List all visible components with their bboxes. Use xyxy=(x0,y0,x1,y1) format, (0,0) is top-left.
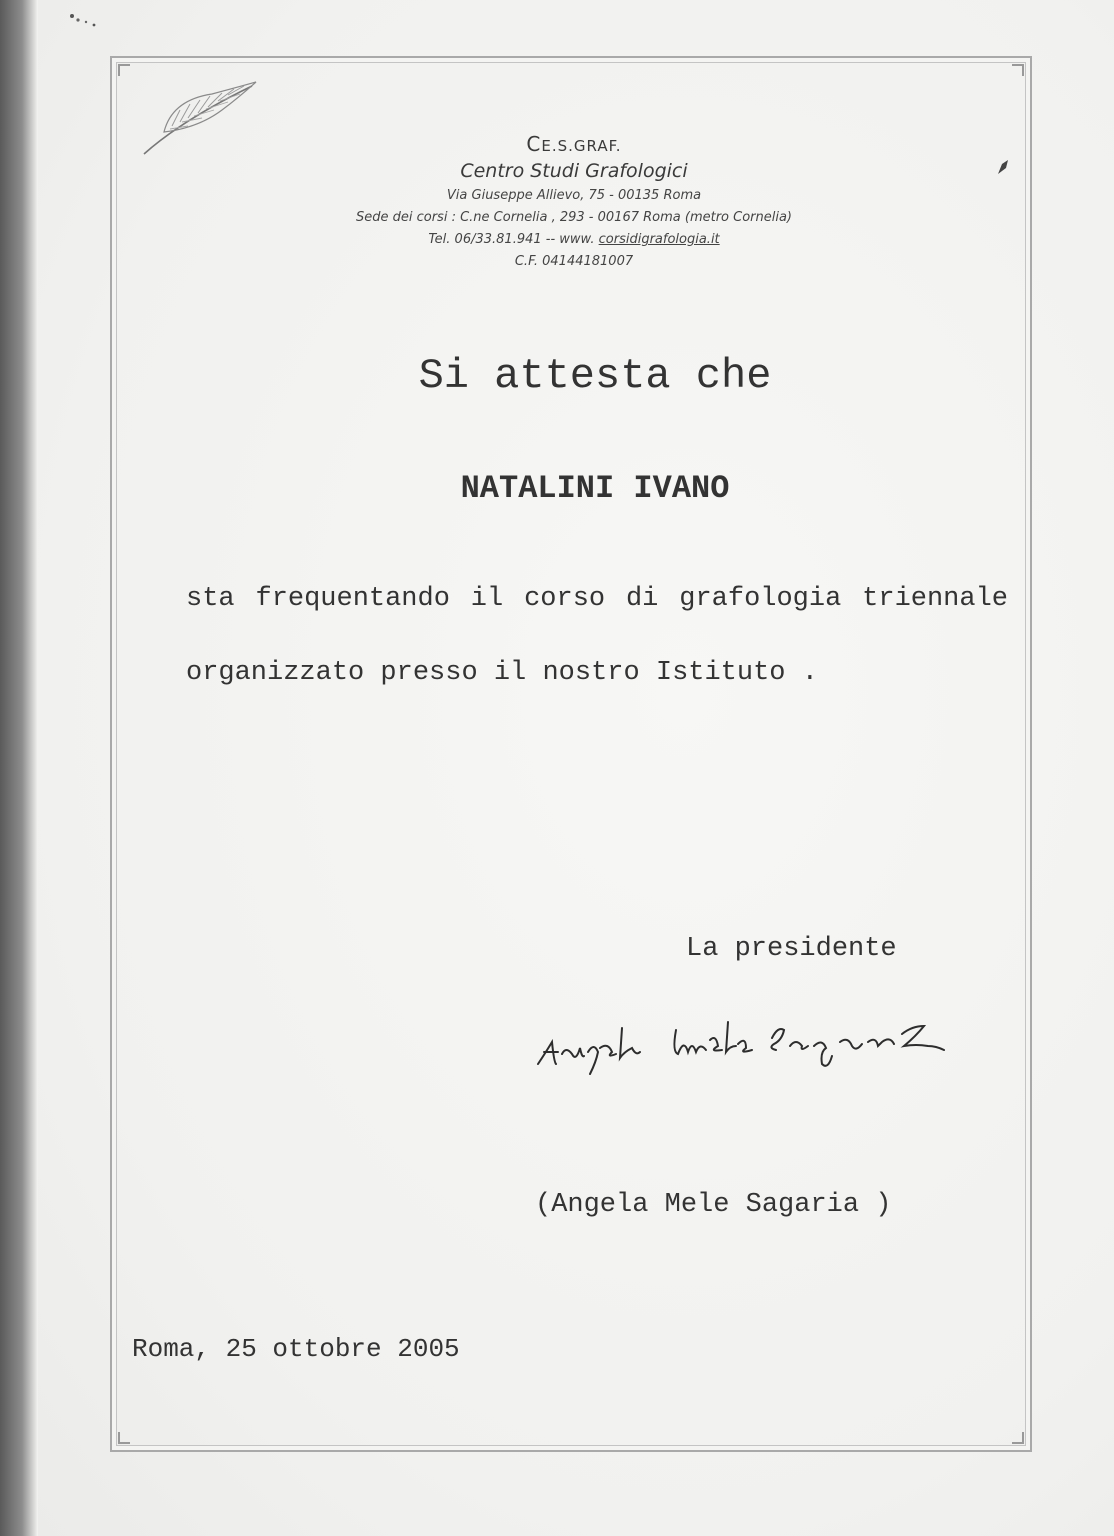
frame-corner xyxy=(118,1432,130,1444)
place-and-date: Roma, 25 ottobre 2005 xyxy=(132,1334,460,1364)
org-acronym-rest: E.S.GRAF. xyxy=(541,137,622,155)
org-acronym-initial: C xyxy=(526,132,542,156)
recipient-name: NATALINI IVANO xyxy=(460,470,730,507)
letterhead xyxy=(300,132,848,273)
scan-shadow-edge xyxy=(0,0,38,1536)
signatory-role: La presidente xyxy=(686,934,897,964)
contact-line xyxy=(300,229,848,251)
scan-speck xyxy=(64,8,114,34)
tax-code: C.F. 04144181007 xyxy=(514,254,634,269)
frame-corner xyxy=(118,64,130,76)
certificate-body: sta frequentando il corso di grafologia triennale organizzato presso il nostro Istituto . xyxy=(186,584,1008,688)
org-full-name: Centro Studi Grafologici xyxy=(460,160,688,182)
frame-corner xyxy=(1012,1432,1024,1444)
certificate-title: Si attesta che xyxy=(418,352,772,400)
org-acronym xyxy=(300,132,848,156)
website-link[interactable]: corsidigrafologia.it xyxy=(598,232,720,247)
org-address: Via Giuseppe Allievo, 75 - 00135 Roma xyxy=(446,188,702,203)
contact-phone: Tel. 06/33.81.941 -- www. xyxy=(428,232,595,247)
handwritten-signature xyxy=(532,1012,972,1076)
quill-feather-icon xyxy=(142,80,262,156)
course-site: Sede dei corsi : C.ne Cornelia , 293 - 00167 Roma (metro Cornelia) xyxy=(355,210,793,225)
frame-corner xyxy=(1012,64,1024,76)
signatory-name: (Angela Mele Sagaria ) xyxy=(535,1190,892,1220)
